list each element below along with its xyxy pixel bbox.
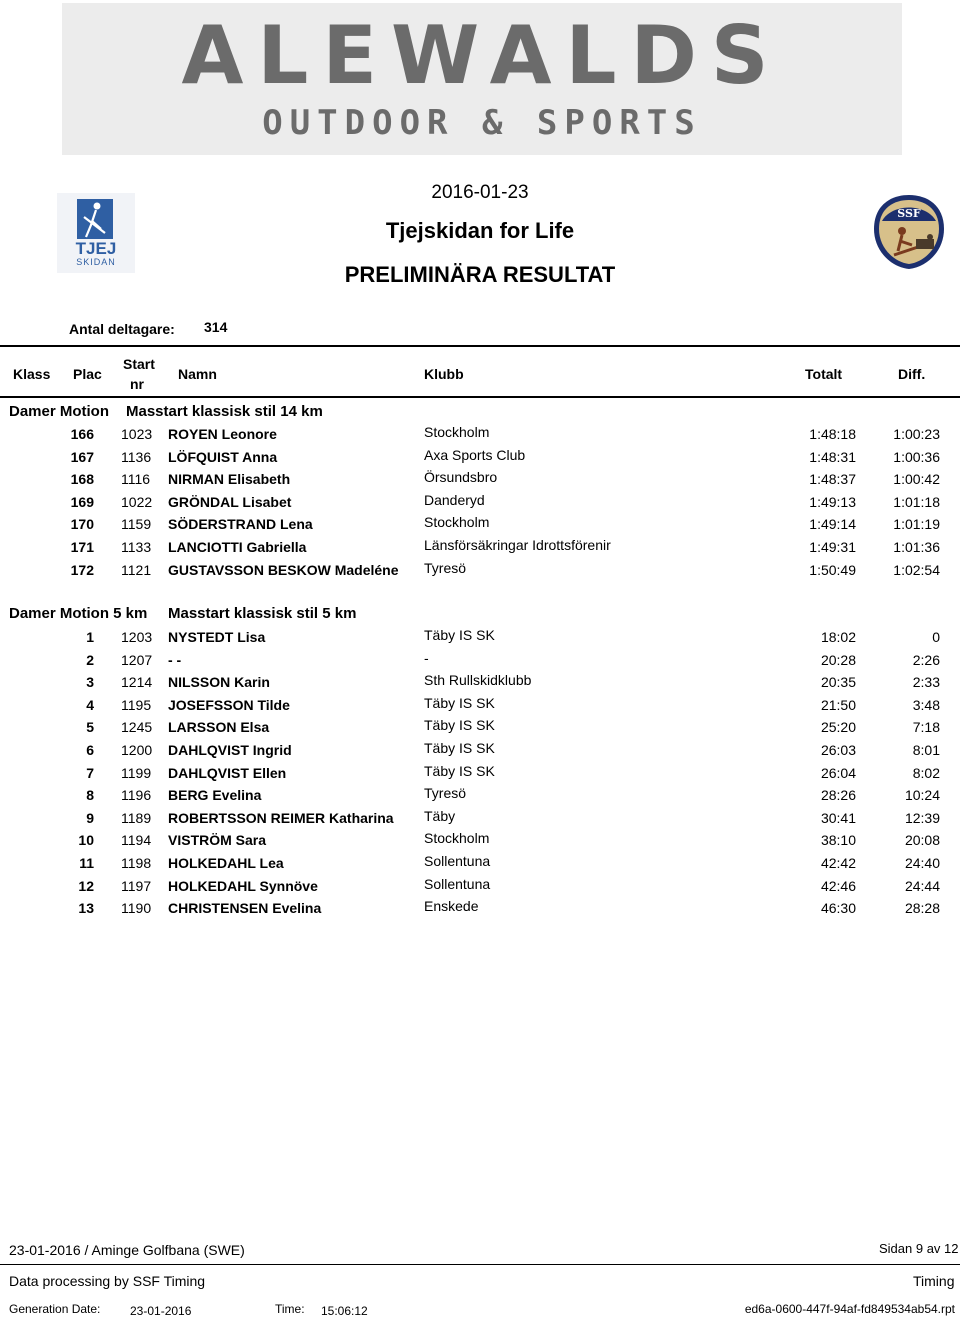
place: 11 <box>79 855 94 871</box>
start-number: 1116 <box>121 471 151 488</box>
club-name: Danderyd <box>424 491 485 508</box>
club-name: Axa Sports Club <box>424 446 526 463</box>
athlete-name: LARSSON Elsa <box>168 719 270 736</box>
place: 2 <box>86 651 94 668</box>
athlete-name: ROYEN Leonore <box>168 426 277 442</box>
footer-processing: Data processing by SSF Timing <box>9 1273 206 1289</box>
athlete-name: NIRMAN Elisabeth <box>168 471 291 488</box>
table-row <box>0 694 960 719</box>
footer-gen-date: 23-01-2016 <box>130 1304 192 1318</box>
time-diff: 24:44 <box>904 877 940 894</box>
athlete-name: VISTRÖM Sara <box>168 832 267 849</box>
table-row <box>0 491 960 516</box>
time-diff: 7:18 <box>912 719 940 736</box>
table-row <box>0 539 960 561</box>
club-name: Länsförsäkringar Idrottsförenir <box>424 537 611 553</box>
col-klass: Klass <box>13 366 51 382</box>
place: 7 <box>86 764 94 781</box>
club-name: Tyresö <box>424 559 467 576</box>
total-time: 1:49:31 <box>809 539 856 555</box>
ssf-logo-text: SSF <box>897 207 921 220</box>
footer-timing: Timing <box>913 1273 955 1289</box>
participants-count: 314 <box>204 319 228 335</box>
footer-time-label: Time: <box>275 1302 305 1316</box>
table-row <box>0 446 960 471</box>
place: 172 <box>70 561 94 578</box>
time-diff: 0 <box>932 629 940 645</box>
header-bottom-rule <box>0 396 960 398</box>
athlete-name: NILSSON Karin <box>168 674 270 691</box>
table-row <box>0 516 960 538</box>
start-number: 1245 <box>121 719 153 736</box>
club-name: Stockholm <box>424 424 490 440</box>
start-number: 1198 <box>121 855 152 871</box>
banner-tagline: OUTDOOR & SPORTS <box>262 103 702 143</box>
col-namn: Namn <box>178 366 217 382</box>
start-number: 1197 <box>121 877 152 894</box>
athlete-name: - - <box>168 651 182 668</box>
place: 3 <box>86 674 94 691</box>
place: 170 <box>70 516 94 533</box>
place: 10 <box>78 832 94 849</box>
time-diff: 8:02 <box>912 764 940 781</box>
club-name: Täby IS SK <box>424 627 495 643</box>
table-row <box>0 832 960 854</box>
table-row <box>0 787 960 809</box>
athlete-name: ROBERTSSON REIMER Katharina <box>168 809 394 826</box>
footer-rule <box>0 1264 960 1265</box>
time-diff: 8:01 <box>912 742 940 758</box>
total-time: 21:50 <box>820 696 856 713</box>
sponsor-banner <box>62 3 902 155</box>
time-diff: 24:40 <box>904 855 940 871</box>
banner-brand: ALEWALDS <box>181 9 783 102</box>
athlete-name: HOLKEDAHL Synnöve <box>168 877 318 894</box>
participants-label: Antal deltagare: <box>69 321 175 337</box>
athlete-name: GRÖNDAL Lisabet <box>168 493 292 510</box>
place: 1 <box>86 629 94 645</box>
start-number: 1159 <box>121 516 152 533</box>
athlete-name: GUSTAVSSON BESKOW Madeléne <box>168 561 399 578</box>
col-start: Start <box>123 356 155 372</box>
table-row <box>0 719 960 741</box>
total-time: 1:48:18 <box>809 426 856 442</box>
time-diff: 1:01:19 <box>893 516 940 533</box>
place: 168 <box>70 471 94 488</box>
start-number: 1196 <box>121 787 152 804</box>
start-number: 1200 <box>121 742 153 758</box>
total-time: 20:35 <box>820 674 856 691</box>
start-number: 1207 <box>121 651 153 668</box>
total-time: 26:03 <box>820 742 856 758</box>
athlete-name: DAHLQVIST Ellen <box>168 764 287 781</box>
total-time: 46:30 <box>820 900 856 917</box>
time-diff: 2:26 <box>912 651 940 668</box>
footer-gen-label: Generation Date: <box>9 1302 101 1316</box>
table-row <box>0 629 960 651</box>
athlete-name: HOLKEDAHL Lea <box>168 855 284 871</box>
start-number: 1203 <box>121 629 153 645</box>
time-diff: 1:00:42 <box>893 471 940 488</box>
section-klass: Damer Motion 5 km <box>9 605 148 622</box>
time-diff: 20:08 <box>904 832 940 849</box>
start-number: 1023 <box>121 426 153 442</box>
total-time: 1:49:13 <box>809 493 856 510</box>
athlete-name: LÖFQUIST Anna <box>168 448 278 465</box>
total-time: 18:02 <box>820 629 856 645</box>
club-name: Stockholm <box>424 830 490 847</box>
total-time: 1:48:31 <box>809 448 856 465</box>
club-name: Täby IS SK <box>424 740 495 756</box>
athlete-name: BERG Evelina <box>168 787 262 804</box>
club-name: Sth Rullskidklubb <box>424 672 532 689</box>
table-row <box>0 649 960 674</box>
table-row <box>0 559 960 584</box>
start-number: 1022 <box>121 493 153 510</box>
place: 6 <box>86 742 94 758</box>
results-subtitle: PRELIMINÄRA RESULTAT <box>344 262 616 287</box>
section-race: Masstart klassisk stil 5 km <box>168 605 357 622</box>
start-number: 1194 <box>121 832 152 849</box>
club-name: - <box>424 649 429 666</box>
logo-subword: SKIDAN <box>76 257 116 267</box>
total-time: 42:42 <box>820 855 856 871</box>
total-time: 30:41 <box>820 809 856 826</box>
club-name: Enskede <box>424 898 479 915</box>
event-date: 2016-01-23 <box>431 182 529 203</box>
athlete-name: SÖDERSTRAND Lena <box>168 516 313 533</box>
club-name: Täby IS SK <box>424 717 495 734</box>
athlete-name: JOSEFSSON Tilde <box>168 696 290 713</box>
time-diff: 1:01:36 <box>893 539 940 555</box>
place: 8 <box>86 787 94 804</box>
club-name: Täby IS SK <box>424 762 495 779</box>
club-name: Tyresö <box>424 785 467 802</box>
start-number: 1199 <box>121 764 152 781</box>
club-name: Täby IS SK <box>424 694 495 711</box>
total-time: 25:20 <box>820 719 856 736</box>
place: 5 <box>86 719 94 736</box>
logo-word: TJEJ <box>75 239 117 258</box>
section-race: Masstart klassisk stil 14 km <box>126 403 323 420</box>
place: 4 <box>86 696 94 713</box>
footer-venue: 23-01-2016 / Aminge Golfbana (SWE) <box>9 1242 245 1258</box>
time-diff: 10:24 <box>904 787 940 804</box>
total-time: 26:04 <box>820 764 856 781</box>
table-row <box>0 674 960 696</box>
athlete-name: NYSTEDT Lisa <box>168 629 266 645</box>
col-totalt: Totalt <box>805 366 843 382</box>
place: 166 <box>70 426 94 442</box>
club-name: Stockholm <box>424 514 490 531</box>
start-number: 1190 <box>121 900 152 917</box>
total-time: 1:50:49 <box>809 561 856 578</box>
col-klubb: Klubb <box>424 366 464 382</box>
time-diff: 1:00:36 <box>893 448 940 465</box>
col-plac: Plac <box>73 366 102 382</box>
place: 167 <box>70 448 94 465</box>
time-diff: 1:02:54 <box>893 561 940 578</box>
total-time: 38:10 <box>820 832 856 849</box>
athlete-name: CHRISTENSEN Evelina <box>168 900 322 917</box>
place: 9 <box>86 809 94 826</box>
club-name: Örsundsbro <box>424 469 498 486</box>
total-time: 42:46 <box>820 877 856 894</box>
club-name: Sollentuna <box>424 853 491 869</box>
time-diff: 3:48 <box>912 696 940 713</box>
start-number: 1121 <box>121 561 152 578</box>
place: 171 <box>70 539 94 555</box>
header-top-rule <box>0 345 960 347</box>
total-time: 1:48:37 <box>809 471 856 488</box>
time-diff: 28:28 <box>904 900 940 917</box>
table-row <box>0 855 960 877</box>
time-diff: 1:00:23 <box>893 426 940 442</box>
start-number: 1133 <box>121 539 152 555</box>
footer-file: ed6a-0600-447f-94af-fd849534ab54.rpt <box>744 1302 955 1316</box>
start-number: 1136 <box>121 448 152 465</box>
section-klass: Damer Motion <box>9 403 110 420</box>
table-row <box>0 807 960 832</box>
table-row <box>0 900 960 922</box>
athlete-name: DAHLQVIST Ingrid <box>168 742 292 758</box>
total-time: 1:49:14 <box>809 516 856 533</box>
col-nr: nr <box>130 376 144 392</box>
athlete-name: LANCIOTTI Gabriella <box>168 539 307 555</box>
event-title: Tjejskidan for Life <box>385 218 575 243</box>
start-number: 1189 <box>121 809 152 826</box>
club-name: Sollentuna <box>424 875 491 892</box>
start-number: 1214 <box>121 674 153 691</box>
table-row <box>0 742 960 764</box>
table-row <box>0 426 960 448</box>
footer-page: Sidan 9 av 12 <box>879 1241 959 1256</box>
club-name: Täby <box>424 807 456 824</box>
total-time: 28:26 <box>820 787 856 804</box>
table-row <box>0 471 960 493</box>
footer-time: 15:06:12 <box>321 1304 368 1318</box>
total-time: 20:28 <box>820 651 856 668</box>
col-diff: Diff. <box>898 366 926 382</box>
time-diff: 12:39 <box>904 809 940 826</box>
place: 12 <box>78 877 94 894</box>
time-diff: 2:33 <box>912 674 940 691</box>
start-number: 1195 <box>121 696 152 713</box>
table-row <box>0 762 960 787</box>
time-diff: 1:01:18 <box>893 493 940 510</box>
place: 13 <box>78 900 94 917</box>
place: 169 <box>70 493 94 510</box>
table-row <box>0 875 960 900</box>
